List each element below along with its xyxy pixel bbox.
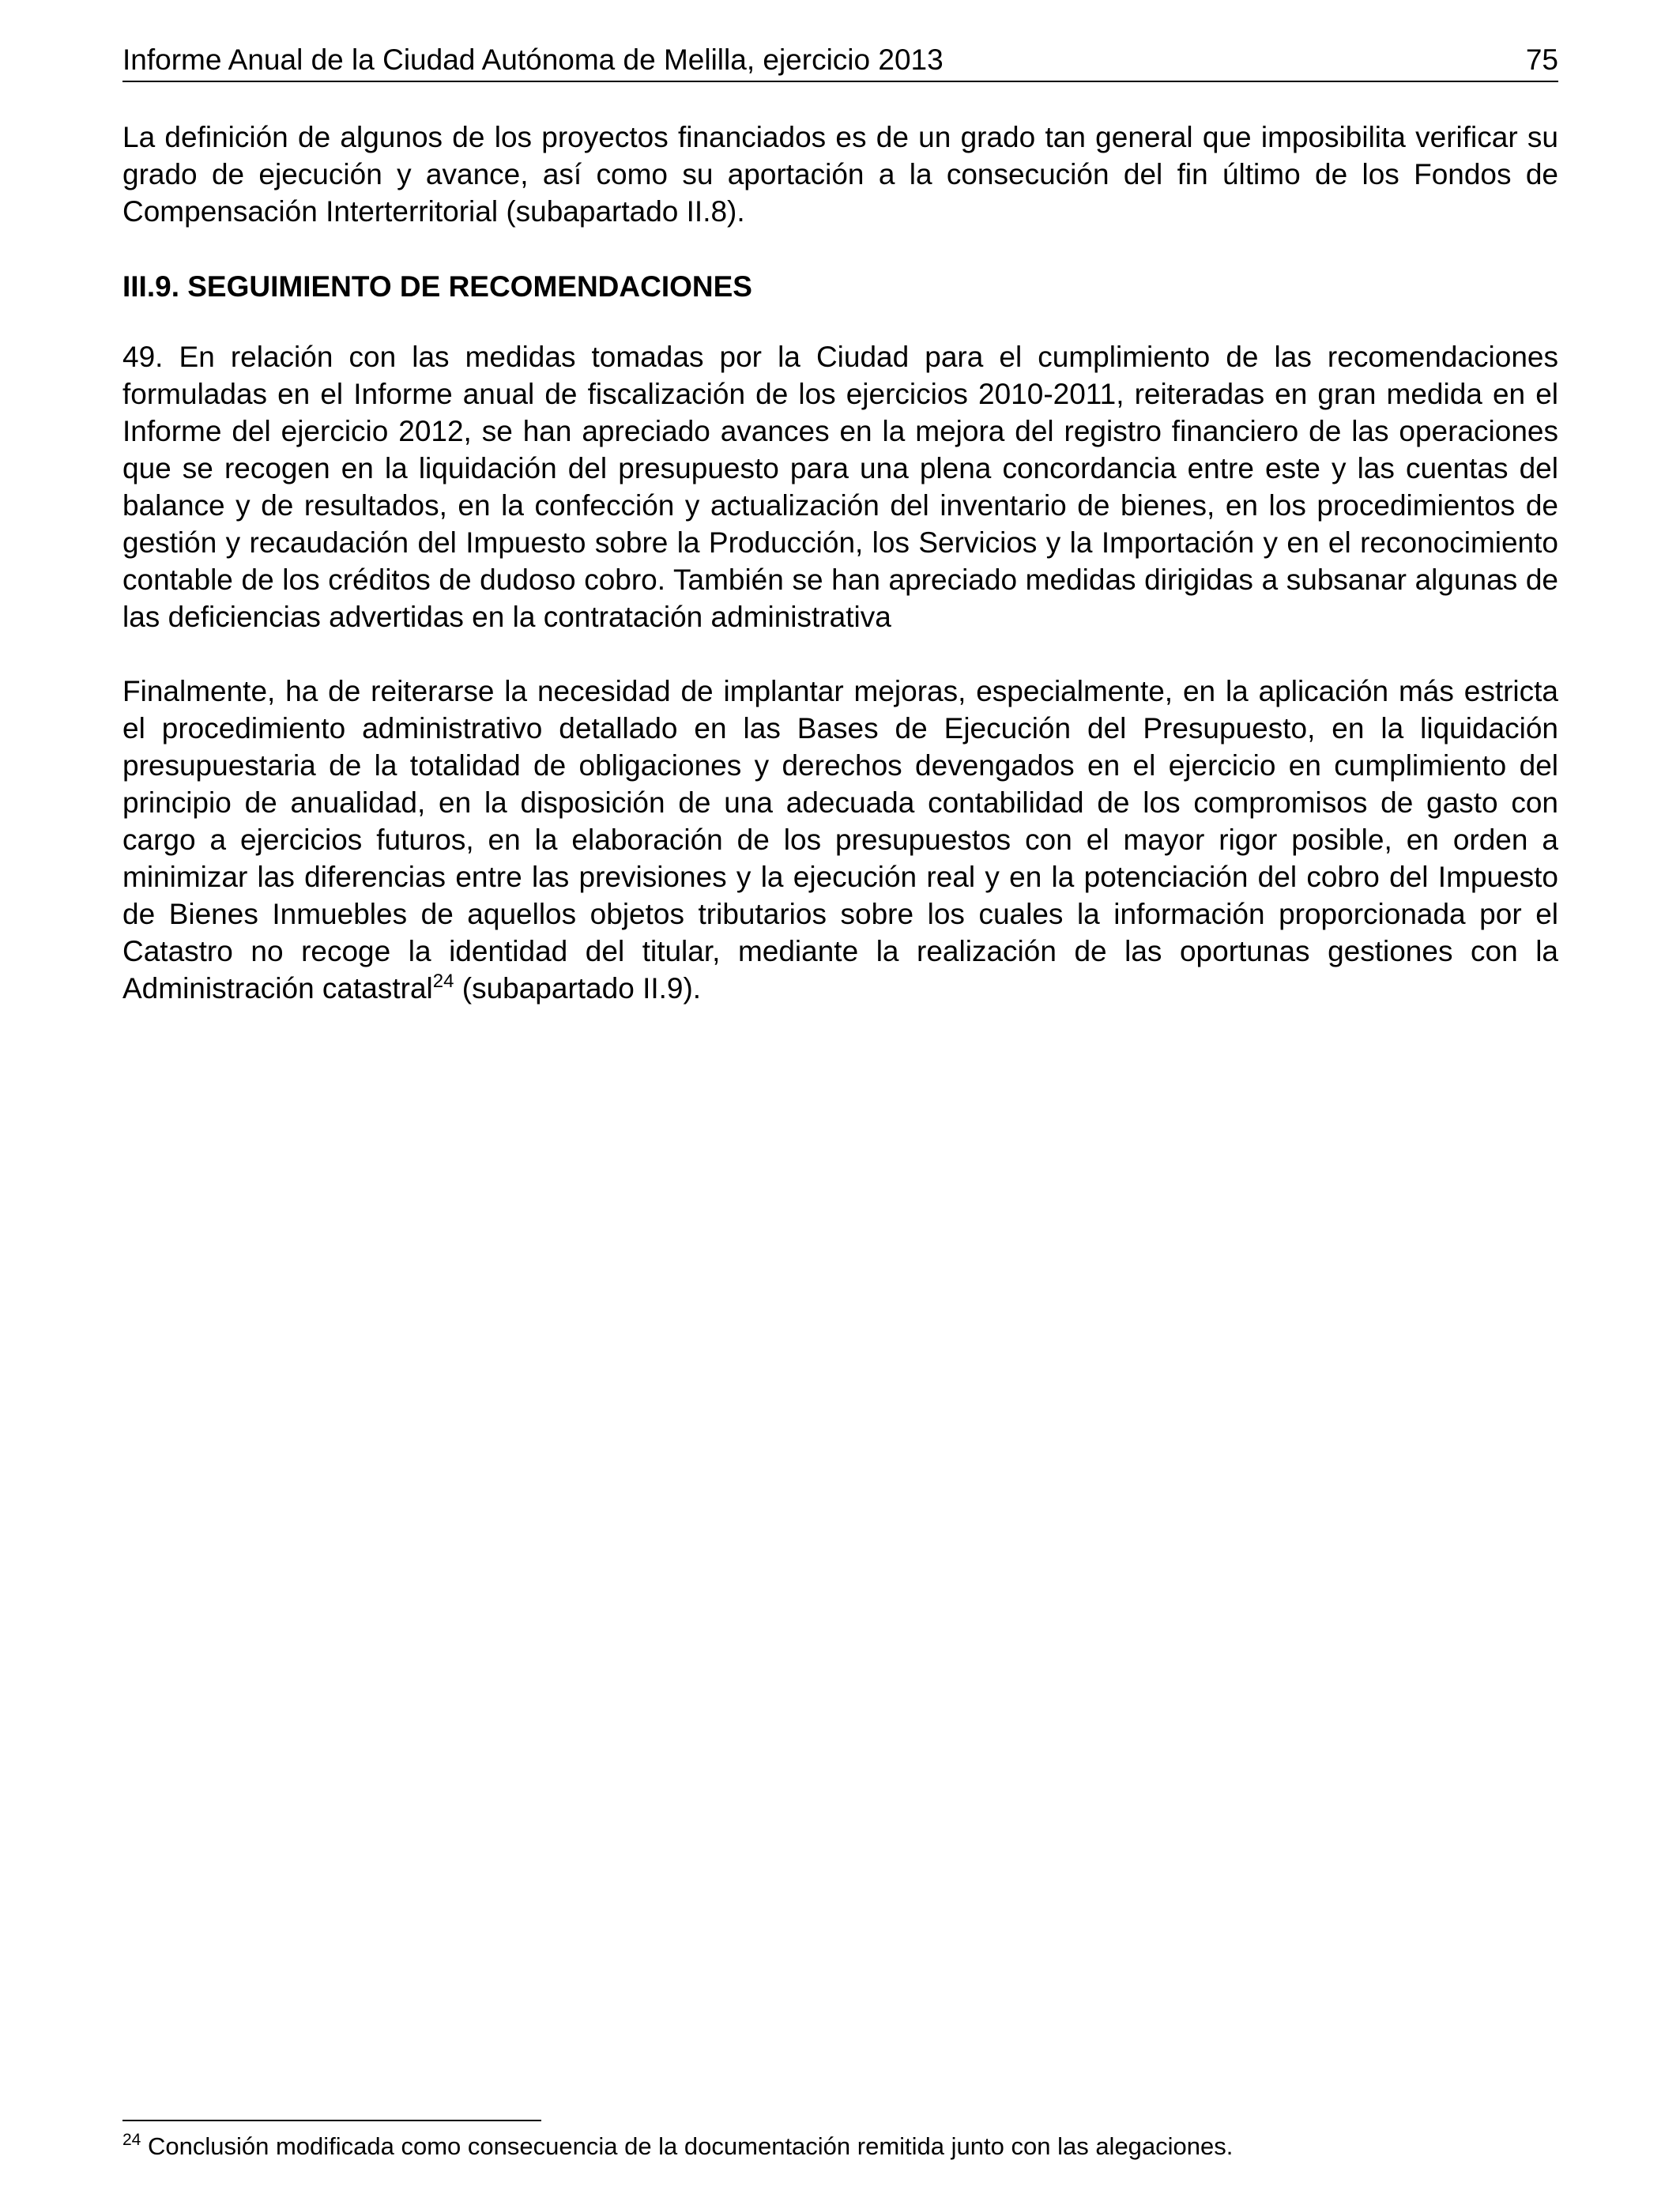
section-heading: III.9. SEGUIMIENTO DE RECOMENDACIONES — [122, 270, 752, 303]
running-title: Informe Anual de la Ciudad Autónoma de Melilla, ejercicio 2013 — [122, 43, 944, 76]
footnote-number: 24 — [122, 2131, 141, 2149]
footnote-text: Conclusión modificada como consecuencia de la documentación remitida junto con las alegaciones. — [141, 2132, 1234, 2160]
paragraph-projects-definition: La definición de algunos de los proyectos financiados es de un grado tan general que imposibilita verificar su grado de ejecución y avance, así como su aportación a la consecución del fin último de los Fondos de Compensación Interterritorial (subapartado II.8). — [122, 121, 1558, 228]
document-body — [122, 119, 1558, 1007]
footnote — [122, 2131, 1558, 2162]
page-number: 75 — [1525, 43, 1558, 76]
footnote-separator — [122, 2120, 541, 2121]
paragraph-finalmente-tail: (subapartado II.9). — [454, 972, 702, 1005]
paragraph-49: 49. En relación con las medidas tomadas por la Ciudad para el cumplimiento de las recomendaciones formuladas en el Informe anual de fiscalización de los ejercicios 2010-2011, reiteradas en gran medida en el Informe del ejercicio 2012, se han apreciado avances en la mejora del registro financiero de las operaciones que se recogen en la liquidación del presupuesto para una plena concordancia entre este y las cuentas del balance y de resultados, en la confección y actualización del inventario de bienes, en los procedimientos de gestión y recaudación del Impuesto sobre la Producción, los Servicios y la Importación y en el reconocimiento contable de los créditos de dudoso cobro. También se han apreciado medidas dirigidas a subsanar algunas de las deficiencias advertidas en la contratación administrativa — [122, 341, 1558, 633]
page-header — [122, 40, 1558, 82]
footnote-reference[interactable]: 24 — [432, 971, 454, 992]
paragraph-finalmente — [122, 673, 1558, 1007]
paragraph-finalmente-text: Finalmente, ha de reiterarse la necesidad de implantar mejoras, especialmente, en la aplicación más estricta el procedimiento administrativo detallado en las Bases de Ejecución del Presupuesto, en la liquidación presupuestaria de la totalidad de obligaciones y derechos devengados en el ejercicio en cumplimiento del principio de anualidad, en la disposición de una adecuada contabilidad de los compromisos de gasto con cargo a ejercicios futuros, en la elaboración de los presupuestos con el mayor rigor posible, en orden a minimizar las diferencias entre las previsiones y la ejecución real y en la potenciación del cobro del Impuesto de Bienes Inmuebles de aquellos objetos tributarios sobre los cuales la información proporcionada por el Catastro no recoge la identidad del titular, mediante la realización de las oportunas gestiones con la Administración catastral — [122, 675, 1558, 1005]
